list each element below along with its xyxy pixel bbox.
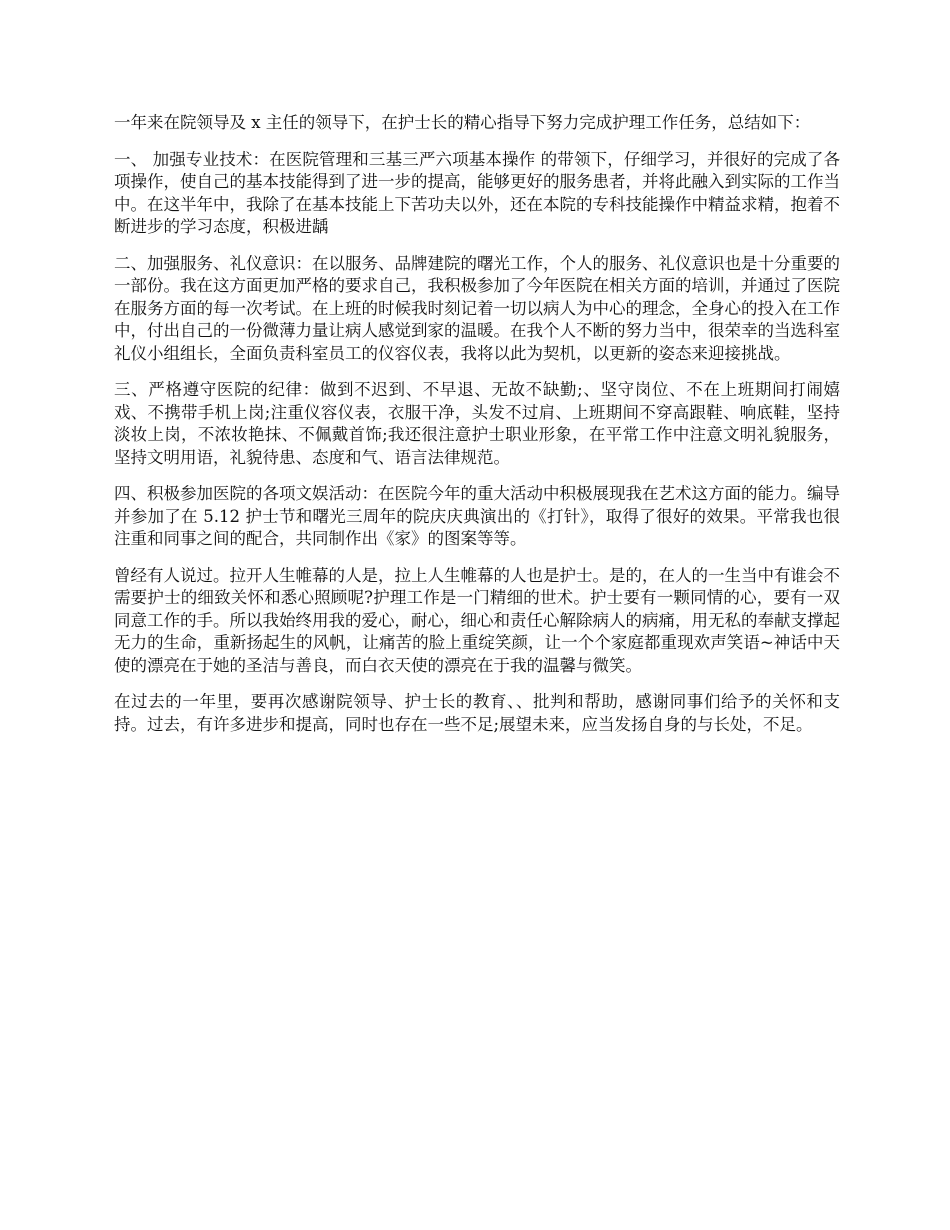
paragraph-discipline: 三、严格遵守医院的纪律：做到不迟到、不早退、无故不缺勤;、坚守岗位、不在上班期间打闹嬉戏、不携带手机上岗;注重仪容仪表，衣服干净，头发不过肩、上班期间不穿高跟鞋、响底鞋，坚持淡妆上岗，不浓妆艳抹、不佩戴首饰;我还很注意护士职业形象，在平常工作中注意文明礼貌服务，坚持文明用语，礼貌待患、态度和气、语言法律规范。 xyxy=(114,380,840,467)
paragraph-professional-skills: 一、 加强专业技术：在医院管理和三基三严六项基本操作 的带领下，仔细学习，并很好的完成了各项操作，使自己的基本技能得到了进一步的提高，能够更好的服务患者，并将此融入到实际的工作当中。在这半年中，我除了在基本技能上下苦功夫以外，还在本院的专科技能操作中精益求精，抱着不断进步的学习态度，积极进龋 xyxy=(114,149,840,236)
paragraph-activities: 四、积极参加医院的各项文娱活动：在医院今年的重大活动中积极展现我在艺术这方面的能力。编导并参加了在 5.12 护士节和曙光三周年的院庆庆典演出的《打针》，取得了很好的效果。平常我也很注重和同事之间的配合，共同制作出《家》的图案等等。 xyxy=(114,484,840,548)
paragraph-intro: 一年来在院领导及 x 主任的领导下，在护士长的精心指导下努力完成护理工作任务，总结如下： xyxy=(114,113,811,132)
paragraph-conclusion: 在过去的一年里，要再次感谢院领导、护士长的教育、、批判和帮助，感谢同事们给予的关怀和支持。过去，有许多进步和提高，同时也存在一些不足;展望未来，应当发扬自身的与长处，不足。 xyxy=(114,692,840,734)
paragraph-nursing-reflection: 曾经有人说过。拉开人生帷幕的人是，拉上人生帷幕的人也是护士。是的，在人的一生当中有谁会不需要护士的细致关怀和悉心照顾呢?护理工作是一门精细的世术。护士要有一颗同情的心，要有一双同意工作的手。所以我始终用我的爱心，耐心，细心和责任心解除病人的病痛，用无私的奉献支撑起无力的生命，重新扬起生的风帆，让痛苦的脸上重绽笑颜，让一个个家庭都重现欢声笑语~神话中天使的漂亮在于她的圣洁与善良，而白衣天使的漂亮在于我的温馨与微笑。 xyxy=(114,565,840,675)
document-body xyxy=(114,112,840,750)
paragraph-service-etiquette: 二、加强服务、礼仪意识：在以服务、品牌建院的曙光工作，个人的服务、礼仪意识也是十分重要的一部份。我在这方面更加严格的要求自己，我积极参加了今年医院在相关方面的培训，并通过了医院在服务方面的每一次考试。在上班的时候我时刻记着一切以病人为中心的理念，全身心的投入在工作中，付出自己的一份微薄力量让病人感觉到家的温暖。在我个人不断的努力当中，很荣幸的当选科室礼仪小组组长，全面负责科室员工的仪容仪表，我将以此为契机，以更新的姿态来迎接挑战。 xyxy=(114,253,840,363)
